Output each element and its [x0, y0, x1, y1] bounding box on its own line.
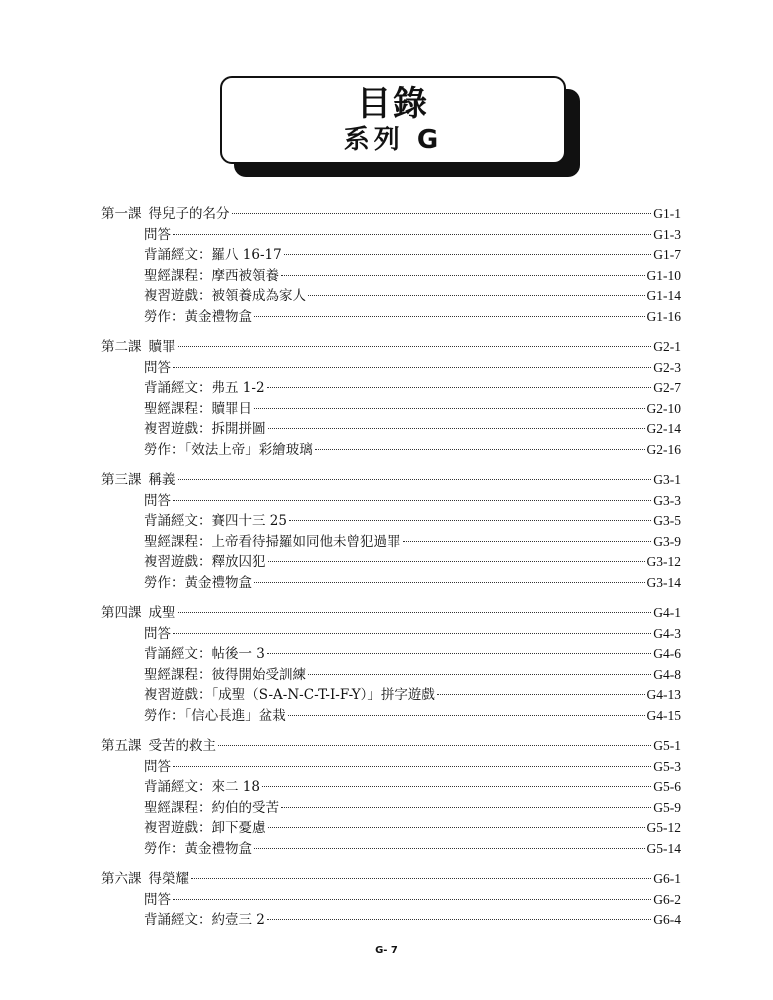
page-ref: G3-1 [653, 472, 681, 487]
toc-section [101, 869, 681, 931]
dot-leader [254, 848, 645, 849]
page-ref: G1-7 [653, 247, 681, 262]
dot-leader [268, 827, 645, 828]
toc-item-row[interactable] [101, 890, 681, 911]
toc-item-row[interactable] [101, 624, 681, 645]
toc-item-label: 背誦經文：來二 18 [144, 779, 260, 795]
toc-item-row[interactable] [101, 419, 681, 440]
toc-lesson-row[interactable] [101, 736, 681, 757]
dot-leader [288, 715, 645, 716]
page-subtitle: 系列 G [343, 125, 443, 155]
dot-leader [267, 653, 651, 654]
toc-item-label: 勞作：「效法上帝」彩繪玻璃 [144, 441, 313, 458]
toc-item-label: 背誦經文：賽四十三 25 [144, 513, 287, 529]
dot-leader [268, 428, 645, 429]
page-ref: G1-1 [653, 206, 681, 221]
dot-leader [173, 500, 651, 501]
page-ref: G2-7 [653, 380, 681, 395]
dot-leader [281, 275, 645, 276]
page-ref: G3-12 [646, 554, 681, 569]
toc-item-row[interactable] [101, 798, 681, 819]
lesson-number: 第二課 [101, 339, 142, 355]
toc-item-label: 問答 [144, 758, 171, 775]
dot-leader [191, 878, 651, 879]
toc-item-row[interactable] [101, 307, 681, 328]
lesson-number: 第一課 [101, 206, 142, 222]
dot-leader [178, 612, 652, 613]
toc-lesson-row[interactable] [101, 603, 681, 624]
page-ref: G3-14 [646, 574, 681, 590]
toc-section [101, 470, 681, 593]
page-ref: G5-9 [653, 799, 681, 815]
toc-item-row[interactable] [101, 532, 681, 553]
toc-item-label: 聖經課程：摩西被領養 [144, 267, 279, 284]
lesson-title: 得榮耀 [148, 871, 189, 887]
dot-leader [173, 633, 651, 634]
toc-item-label: 勞作：黃金禮物盒 [144, 574, 252, 591]
toc-lesson-label [101, 603, 176, 624]
lesson-title: 得兒子的名分 [148, 206, 230, 222]
page-ref: G4-15 [646, 707, 681, 723]
toc-lesson-label [101, 869, 189, 890]
dot-leader [173, 367, 651, 368]
toc-lesson-row[interactable] [101, 204, 681, 225]
dot-leader [308, 674, 651, 675]
page-ref: G5-12 [646, 820, 681, 835]
toc-section [101, 736, 681, 859]
toc-item-row[interactable] [101, 399, 681, 420]
toc-section [101, 204, 681, 327]
page-ref: G3-5 [653, 513, 681, 528]
toc-lesson-row[interactable] [101, 470, 681, 491]
dot-leader [232, 213, 652, 214]
page-title: 目錄 [357, 84, 429, 124]
toc-lesson-label [101, 337, 176, 358]
page-number: G- 7 [375, 945, 398, 956]
page-ref: G6-1 [653, 871, 681, 886]
toc-item-label: 背誦經文：羅八 16-17 [144, 247, 282, 263]
lesson-number: 第六課 [101, 871, 142, 887]
toc-item-row[interactable] [101, 245, 681, 266]
dot-leader [218, 745, 651, 746]
dot-leader [173, 766, 651, 767]
lesson-number: 第三課 [101, 472, 142, 488]
page-ref: G4-1 [653, 605, 681, 620]
toc-item-row[interactable] [101, 286, 681, 307]
toc-item-row[interactable] [101, 378, 681, 399]
toc-item-label: 勞作：黃金禮物盒 [144, 308, 252, 325]
toc-item-label: 問答 [144, 226, 171, 243]
toc-item-label: 勞作：「信心長進」盆栽 [144, 707, 286, 724]
page-ref: G6-2 [653, 891, 681, 907]
lesson-title: 稱義 [148, 472, 176, 488]
dot-leader [284, 254, 652, 255]
toc-item-label: 聖經課程：上帝看待掃羅如同他未曾犯過罪 [144, 533, 401, 550]
page-ref: G4-13 [646, 687, 681, 702]
toc-item-label: 複習遊戲：卸下憂慮 [144, 820, 266, 836]
dot-leader [254, 316, 645, 317]
dot-leader [437, 694, 645, 695]
dot-leader [262, 786, 651, 787]
toc-item-row[interactable] [101, 839, 681, 860]
toc-item-label: 問答 [144, 492, 171, 509]
lesson-title: 贖罪 [148, 339, 176, 355]
toc-lesson-label [101, 204, 230, 225]
page-ref: G1-14 [646, 288, 681, 303]
page-ref: G1-16 [646, 308, 681, 324]
toc-item-label: 問答 [144, 891, 171, 908]
dot-leader [267, 387, 652, 388]
page-ref: G4-3 [653, 625, 681, 641]
toc-section [101, 337, 681, 460]
dot-leader [173, 899, 651, 900]
lesson-number: 第四課 [101, 605, 142, 621]
toc-item-label: 複習遊戲：「成聖（S-A-N-C-T-I-F-Y）」拼字遊戲 [144, 687, 435, 703]
toc-item-row[interactable] [101, 225, 681, 246]
dot-leader [173, 234, 651, 235]
title-box [220, 76, 566, 164]
page-ref: G2-10 [646, 400, 681, 416]
toc-item-label: 勞作：黃金禮物盒 [144, 840, 252, 857]
toc-item-row[interactable] [101, 665, 681, 686]
page-ref: G2-14 [646, 421, 681, 436]
toc-item-row[interactable] [101, 491, 681, 512]
toc-item-label: 背誦經文：弗五 1-2 [144, 380, 265, 396]
toc-item-row[interactable] [101, 358, 681, 379]
toc-lesson-row[interactable] [101, 337, 681, 358]
dot-leader [268, 561, 645, 562]
toc-item-row[interactable] [101, 573, 681, 594]
page-ref: G1-10 [646, 267, 681, 283]
page-ref: G1-3 [653, 226, 681, 242]
page-ref: G5-14 [646, 840, 681, 856]
lesson-title: 成聖 [148, 605, 176, 621]
toc-section [101, 603, 681, 726]
toc-item-label: 聖經課程：彼得開始受訓練 [144, 666, 306, 683]
lesson-title: 受苦的救主 [148, 738, 216, 754]
page-ref: G3-3 [653, 492, 681, 508]
toc-item-label: 聖經課程：約伯的受苦 [144, 799, 279, 816]
dot-leader [254, 582, 645, 583]
toc-item-label: 問答 [144, 625, 171, 642]
page-ref: G6-4 [653, 912, 681, 927]
toc-item-label: 問答 [144, 359, 171, 376]
dot-leader [403, 541, 652, 542]
toc-item-label: 聖經課程：贖罪日 [144, 400, 252, 417]
toc-item-row[interactable] [101, 644, 681, 665]
toc-item-row[interactable] [101, 818, 681, 839]
toc-item-row[interactable] [101, 910, 681, 931]
toc-item-row[interactable] [101, 757, 681, 778]
page-ref: G2-16 [646, 441, 681, 457]
page-ref: G5-3 [653, 758, 681, 774]
page-ref: G4-8 [653, 666, 681, 682]
toc-item-label: 複習遊戲：被領養成為家人 [144, 288, 306, 304]
table-of-contents [101, 204, 681, 941]
toc-item-label: 複習遊戲：拆開拼圖 [144, 421, 266, 437]
dot-leader [281, 807, 651, 808]
lesson-number: 第五課 [101, 738, 142, 754]
toc-item-row[interactable] [101, 706, 681, 727]
page-ref: G2-3 [653, 359, 681, 375]
page-ref: G3-9 [653, 533, 681, 549]
dot-leader [254, 408, 645, 409]
toc-item-row[interactable] [101, 777, 681, 798]
dot-leader [308, 295, 645, 296]
dot-leader [267, 919, 651, 920]
toc-item-row[interactable] [101, 552, 681, 573]
dot-leader [178, 346, 652, 347]
toc-item-label: 複習遊戲：釋放囚犯 [144, 554, 266, 570]
toc-item-row[interactable] [101, 440, 681, 461]
toc-lesson-label [101, 736, 216, 757]
page-ref: G4-6 [653, 646, 681, 661]
toc-item-row[interactable] [101, 511, 681, 532]
page-ref: G5-6 [653, 779, 681, 794]
dot-leader [315, 449, 645, 450]
dot-leader [178, 479, 652, 480]
toc-lesson-row[interactable] [101, 869, 681, 890]
toc-item-label: 背誦經文：帖後一 3 [144, 646, 265, 662]
toc-item-label: 背誦經文：約壹三 2 [144, 912, 265, 928]
page-ref: G2-1 [653, 339, 681, 354]
page-ref: G5-1 [653, 738, 681, 753]
toc-lesson-label [101, 470, 176, 491]
toc-item-row[interactable] [101, 266, 681, 287]
toc-item-row[interactable] [101, 685, 681, 706]
dot-leader [289, 520, 651, 521]
